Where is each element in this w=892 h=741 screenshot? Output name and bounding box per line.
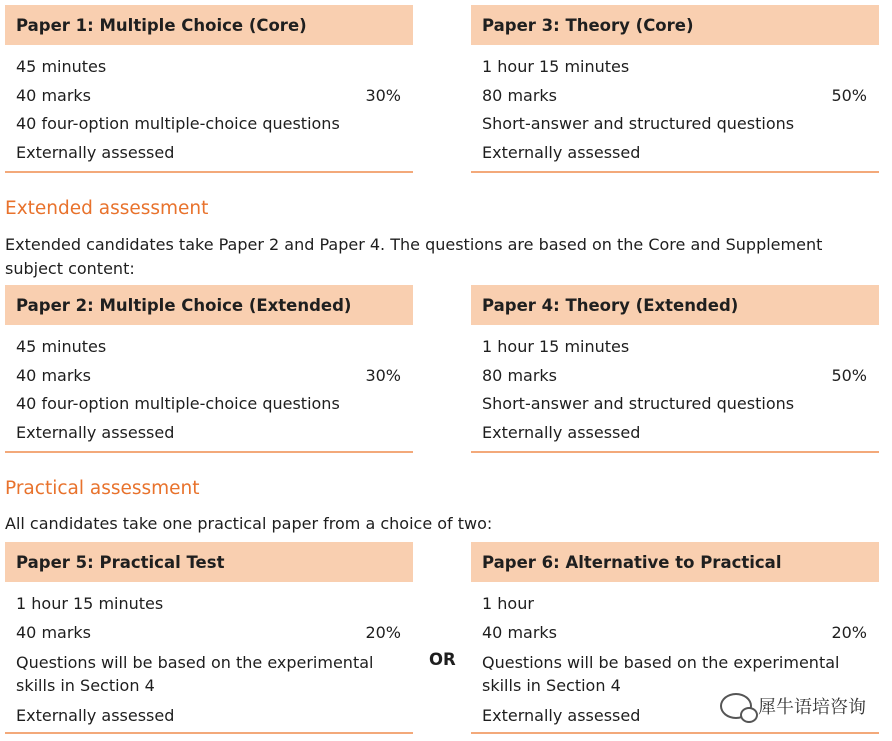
paper4-duration: 1 hour 15 minutes [482, 337, 630, 356]
paper4-assessment: Externally assessed [482, 422, 641, 442]
paper1-box [5, 5, 413, 173]
paper3-rule [471, 171, 879, 173]
paper2-duration: 45 minutes [16, 337, 107, 356]
paper2-description: 40 four-option multiple-choice questions [16, 394, 340, 413]
paper1-title: Paper 1: Multiple Choice (Core) [5, 5, 413, 45]
paper2-rule [5, 451, 413, 453]
paper5-description: Questions will be based on the experimental skills in Section 4 [16, 653, 374, 695]
paper3-box [471, 5, 879, 173]
paper1-weight: 30% [365, 85, 401, 105]
paper1-assessment: Externally assessed [16, 142, 175, 162]
paper6-title: Paper 6: Alternative to Practical [471, 542, 879, 582]
paper2-title: Paper 2: Multiple Choice (Extended) [5, 285, 413, 325]
paper1-description: 40 four-option multiple-choice questions [16, 114, 340, 133]
wechat-icon [720, 693, 752, 719]
paper6-description: Questions will be based on the experimental skills in Section 4 [482, 653, 840, 695]
paper5-title: Paper 5: Practical Test [5, 542, 413, 582]
paper4-marks: 80 marks [482, 365, 558, 385]
paper5-box [5, 542, 413, 734]
paper3-assessment: Externally assessed [482, 142, 641, 162]
practical-heading: Practical assessment [5, 478, 200, 499]
paper2-weight: 30% [365, 365, 401, 385]
paper1-rule [5, 171, 413, 173]
practical-intro: All candidates take one practical paper from a choice of two: [5, 514, 493, 533]
paper6-rule [471, 732, 879, 734]
paper6-assessment: Externally assessed [482, 706, 641, 725]
paper5-weight: 20% [365, 622, 401, 642]
paper6-weight: 20% [831, 622, 867, 642]
paper1-duration: 45 minutes [16, 57, 107, 76]
paper6-marks: 40 marks [482, 622, 558, 642]
paper3-description: Short-answer and structured questions [482, 114, 795, 133]
paper2-box [5, 285, 413, 453]
paper3-title: Paper 3: Theory (Core) [471, 5, 879, 45]
paper1-marks: 40 marks [16, 85, 92, 105]
or-label: OR [429, 650, 456, 669]
paper2-assessment: Externally assessed [16, 422, 175, 442]
paper4-description: Short-answer and structured questions [482, 394, 795, 413]
paper5-rule [5, 732, 413, 734]
paper2-marks: 40 marks [16, 365, 92, 385]
paper4-weight: 50% [831, 365, 867, 385]
paper3-duration: 1 hour 15 minutes [482, 57, 630, 76]
paper3-marks: 80 marks [482, 85, 558, 105]
paper3-weight: 50% [831, 85, 867, 105]
extended-intro: Extended candidates take Paper 2 and Paper 4. The questions are based on the Core and Supplement subject content: [5, 235, 823, 278]
paper4-title: Paper 4: Theory (Extended) [471, 285, 879, 325]
watermark [720, 693, 866, 719]
watermark-text: 犀牛语培咨询 [758, 697, 866, 718]
paper4-box [471, 285, 879, 453]
extended-heading: Extended assessment [5, 198, 209, 219]
paper5-marks: 40 marks [16, 622, 92, 642]
paper4-rule [471, 451, 879, 453]
paper6-duration: 1 hour [482, 594, 534, 613]
paper5-duration: 1 hour 15 minutes [16, 594, 164, 613]
paper5-assessment: Externally assessed [16, 706, 175, 725]
